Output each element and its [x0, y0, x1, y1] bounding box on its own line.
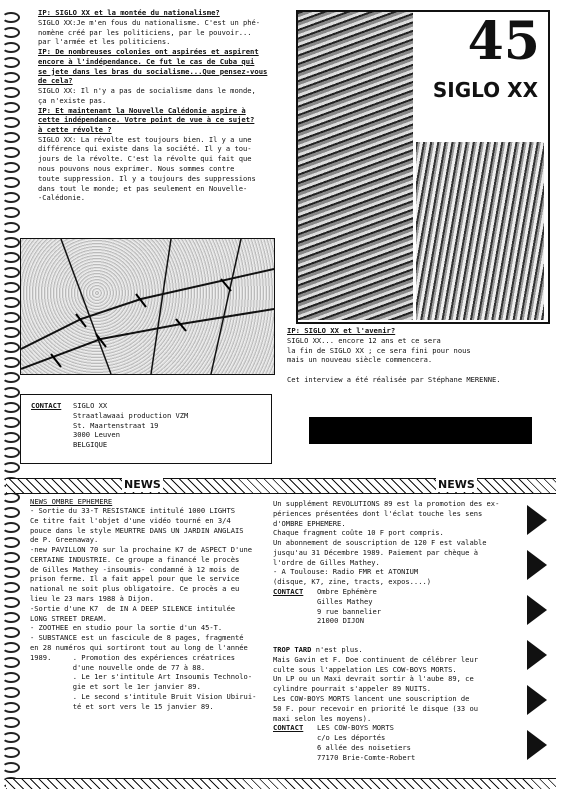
arrow-icon: [527, 550, 547, 580]
news-contact-1: [273, 587, 523, 645]
news-left-column: [30, 497, 276, 711]
binding-ring: [2, 312, 20, 323]
binding-ring: [2, 162, 20, 173]
binding-ring: [2, 687, 20, 698]
binding-ring: [2, 567, 20, 578]
binding-ring: [2, 387, 20, 398]
arrow-icon: [527, 595, 547, 625]
binding-ring: [2, 297, 20, 308]
barbed-wire-photo: [20, 238, 275, 375]
binding-ring: [2, 222, 20, 233]
binding-ring: [2, 522, 20, 533]
binding-ring: [2, 57, 20, 68]
binding-ring: [2, 267, 20, 278]
arrow-icon: [527, 730, 547, 760]
binding-ring: [2, 432, 20, 443]
binding-ring: [2, 732, 20, 743]
band-photo-frame: [296, 10, 550, 324]
contact-label: CONTACT: [31, 401, 62, 410]
binding-ring: [2, 507, 20, 518]
contact2-label: CONTACT: [273, 723, 304, 733]
binding-ring: [2, 372, 20, 383]
trop-tard-paragraph: [273, 645, 523, 723]
news-right-column: [273, 499, 523, 773]
interview-future-block: [287, 326, 552, 385]
news-label-right: NEWS: [438, 478, 475, 491]
news-right-text: Un supplément REVOLUTIONS 89 est la promotion des ex- périences présentées dont l'éclat touche les sens d'OMBRE EPHEMERE. Chaque fragment coûte 10 F port compris. Un abonnement de souscription de 120 F est valable jusqu'au 31 Décembre 1989. Paiement par chèque à l'ordre de Gilles Mathey. - A Toulouse: Radio FMR et ATONIUM (disque, K7, zine, tracts, expos....): [273, 499, 500, 587]
binding-ring: [2, 72, 20, 83]
binding-ring: [2, 447, 20, 458]
binding-ring: [2, 462, 20, 473]
interview-credit: Cet interview a été réalisée par Stéphane MERENNE.: [287, 375, 501, 385]
contact1-label: CONTACT: [273, 587, 304, 597]
binding-ring: [2, 642, 20, 653]
answer-4: SIGLO XX... encore 12 ans et ce sera la fin de SIGLO XX ; ce sera fini pour nous mais un nouveau siècle commencera.: [287, 335, 471, 365]
binding-ring: [2, 402, 20, 413]
binding-ring: [2, 582, 20, 593]
question-1: IP: SIGLO XX et la montée du nationalisme?: [38, 8, 220, 17]
arrow-icon: [527, 685, 547, 715]
magazine-title: SIGLO XX: [432, 78, 538, 102]
question-2: IP: De nombreuses colonies ont aspirées et aspirent encore à l'indépendance. Ce fut le cas de Cuba qui se jete dans les bras du socialisme...Que pensez-vous de cela?: [38, 47, 268, 86]
photo-child-panel: [416, 142, 544, 320]
photo-left-panel: [298, 12, 413, 320]
binding-ring: [2, 672, 20, 683]
binding-ring: [2, 747, 20, 758]
redacted-block: [309, 417, 532, 444]
binding-ring: [2, 717, 20, 728]
binding-ring: [2, 327, 20, 338]
binding-ring: [2, 417, 20, 428]
binding-ring: [2, 192, 20, 203]
binding-ring: [2, 237, 20, 248]
trop-tard-text: n'est plus. Mais Gavin et F. Doe continuent de célébrer leur culte sous l'appelation LES COW-BOYS MORTS. Un LP ou un Maxi devrait sortir à l'aube 89, ce cylindre pourrait s'appeler 89 NUITS. Les COW-BOYS MORTS lancent une souscription de 50 F. pour recevoir en priorité le disque (33 ou maxi selon les moyens).: [273, 645, 478, 723]
news-label-left: NEWS: [124, 478, 161, 491]
binding-ring: [2, 27, 20, 38]
page-number: 45: [467, 11, 540, 72]
binding-ring: [2, 702, 20, 713]
binding-ring: [2, 282, 20, 293]
contact1-address: Ombre Ephémère Gilles Mathey 9 rue bannelier 21000 DIJON: [317, 587, 382, 626]
news-left-title: NEWS OMBRE EPHEMERE: [30, 497, 113, 506]
binding-ring: [2, 177, 20, 188]
arrow-icon: [527, 505, 547, 535]
binding-ring: [2, 357, 20, 368]
binding-ring: [2, 102, 20, 113]
news-contact-2: [273, 723, 523, 773]
contact-box: [20, 394, 272, 464]
binding-ring: [2, 552, 20, 563]
question-4: IP: SIGLO XX et l'avenir?: [287, 326, 396, 335]
contact-address: SIGLO XX Straatlawaai production VZM St. Maartenstraat 19 3000 Leuven BELGIQUE: [73, 401, 189, 450]
binding-ring: [2, 207, 20, 218]
binding-ring: [2, 762, 20, 773]
news-left-text: - Sortie du 33-T RESISTANCE intitulé 1000 LIGHTS Ce titre fait l'objet d'une vidéo tourné en 3/4 pouce dans le style MEURTRE DANS UN JARDIN ANGLAIS de P. Greenaway. -new PAVILLON 70 sur la prochaine K7 de ASPECT D'une CERTAINE INDUSTRIE. Ce groupe a financé le procès de Gilles Mathey -insoumis- condamné à 12 mois de prison ferme. Il a fait appel pour que le service national ne soit plus obligatoire. Ce procès a eu lieu le 23 mars 1988 à Dijon. -Sortie d'une K7 de IN A DEEP SILENCE intitulée LONG STREET DREAM. - ZOOTHEE en studio pour la sortie d'un 45-T. - SUBSTANCE est un fascicule de 8 pages, fragmenté en 28 numéros qui sortiront tout au long de l'année 1989. . Promotion des expériences créatrices d'une nouvelle onde de 77 à 88. . Le 1er s'intitule Art Insoumis Technolo- gie et sort le 1er janvier 89. . Le second s'intitule Bruit Vision Ubirui- té et sort vers le 15 janvier 89.: [30, 506, 257, 711]
binding-ring: [2, 612, 20, 623]
binding-ring: [2, 147, 20, 158]
binding-ring: [2, 537, 20, 548]
arrow-icon: [527, 640, 547, 670]
trop-tard-title: TROP TARD: [273, 645, 312, 655]
binding-ring: [2, 627, 20, 638]
binding-ring: [2, 117, 20, 128]
answer-3: SIGLO XX: La révolte est toujours bien. Il y a une différence qui existe dans la société. Il y a tou- jours de la révolte. C'est la révolte qui fait que nous pouvons nous exprimer. Nous sommes contre toute suppression. Il y a toujours des suppressions dans tout le monde; et pas seulement en Nouvelle- -Calédonie.: [38, 134, 256, 203]
bottom-divider: [6, 778, 556, 789]
answer-1: SIGLO XX:Je m'en fous du nationalisme. C'est un phé- nomène créé par les politiciens, par le pouvoir... par l'armée et les politiciens.: [38, 17, 261, 47]
binding-ring: [2, 657, 20, 668]
binding-ring: [2, 597, 20, 608]
binding-ring: [2, 87, 20, 98]
answer-2: SIGLO XX: Il n'y a pas de socialisme dans le monde, ça n'existe pas.: [38, 85, 256, 105]
barbed-wire-icon: [21, 239, 274, 374]
question-3: IP: Et maintenant la Nouvelle Calédonie aspire à cette indépendance. Votre point de vue à ce sujet? à cette révolte ?: [38, 105, 255, 134]
binding-ring: [2, 132, 20, 143]
binding-ring: [2, 12, 20, 23]
binding-ring: [2, 342, 20, 353]
binding-ring: [2, 252, 20, 263]
spiral-binding: [0, 0, 20, 800]
binding-ring: [2, 42, 20, 53]
contact2-address: LES COW-BOYS MORTS c/o Les déportés 6 allée des noisetiers 77170 Brie-Comte-Robert: [317, 723, 416, 762]
interview-text-block: [38, 8, 278, 203]
